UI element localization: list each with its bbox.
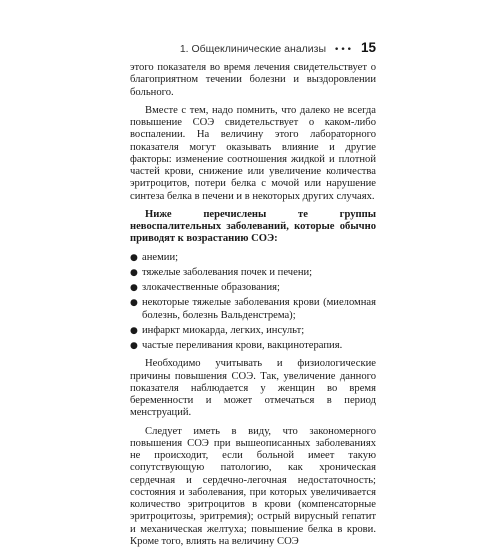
paragraph: Необходимо учитывать и физиологические причины повышения СОЭ. Так, увеличение данного показателя наблюдается у женщин во время беременности и может отмечаться в период менструаций.: [130, 358, 376, 419]
list-intro: Ниже перечислены те группы невоспалительных заболеваний, которые обычно приводят к возрастанию СОЭ:: [130, 208, 376, 245]
bullet-icon: ●: [130, 283, 138, 293]
paragraph: Вместе с тем, надо помнить, что далеко не всегда повышение СОЭ свидетельствует о каком-либо воспалении. На величину этого лабораторного показателя могут оказывать влияние и другие факторы: изменение соотношения жидкой и плотной частей крови, снижение или увеличение количества эритроцитов, потери белка с мочой или нарушение синтеза белка в печени и в некоторых других случаях.: [130, 104, 376, 202]
section-title: 1. Общеклинические анализы: [179, 43, 327, 55]
page-number: 15: [360, 40, 376, 55]
bullet-list: [130, 252, 376, 353]
bullet-icon: ●: [130, 267, 138, 278]
bullet-icon: ●: [130, 298, 138, 309]
running-header: [180, 40, 376, 55]
dots-ornament: •••: [334, 45, 353, 55]
list-item-text: инфаркт миокарда, легких, инсульт;: [142, 324, 305, 336]
paragraph: этого показателя во время лечения свидетельствует о благоприятном течении болезни и выздоровлении больного.: [130, 62, 376, 98]
bullet-icon: ●: [130, 341, 138, 351]
list-item: [130, 282, 376, 294]
bullet-icon: ●: [130, 252, 138, 263]
list-item: [130, 297, 376, 322]
paragraph: Следует иметь в виду, что закономерного повышения СОЭ при вышеописанных заболеваниях не происходит, если больной имеет такую сопутствующую патологию, как хроническая сердечная и сердечно-легочная недостаточность; состояния и заболевания, при которых увеличивается количество эритроцитов в крови (компенсаторные эритроцитозы, эритремия); острый вирусный гепатит и механическая желтуха; повышение белка в крови. Кроме того, влиять на величину СОЭ: [130, 425, 376, 547]
list-item: [130, 267, 376, 279]
list-item: [130, 340, 376, 352]
list-item-text: анемии;: [142, 251, 179, 263]
body-text: [130, 62, 376, 554]
list-item: [130, 325, 376, 337]
bullet-icon: ●: [130, 325, 138, 336]
list-item-text: злокачественные образования;: [142, 282, 280, 293]
list-item-text: некоторые тяжелые заболевания крови (миеломная болезнь, болезнь Вальденстрема);: [142, 297, 376, 321]
list-item-text: частые переливания крови, вакцинотерапия.: [142, 340, 343, 351]
list-item: [130, 252, 376, 264]
list-item-text: тяжелые заболевания почек и печени;: [142, 266, 313, 278]
